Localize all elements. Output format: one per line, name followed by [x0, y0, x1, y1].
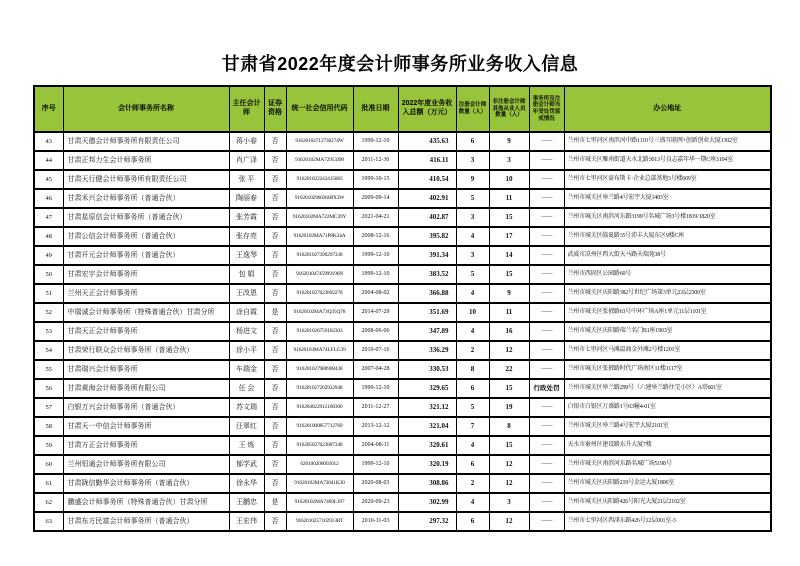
cell-addr: 白银市白银区万盛路1号03幢4-01室 [564, 398, 771, 417]
cell-seq: 49 [34, 246, 63, 265]
cell-sec: 是 [264, 493, 286, 512]
cell-cpa: 3 [456, 151, 489, 170]
cell-addr: 兰州市城关区雁南街道天水北路3013号良志嘉年华一期C座3104室 [564, 151, 771, 170]
cell-date: 2011-12-30 [353, 151, 398, 170]
cell-penalty: —— [529, 417, 564, 436]
cell-income: 410.54 [398, 170, 456, 189]
table-row [34, 398, 771, 417]
cell-code: 91620104745999196N [286, 265, 353, 284]
cell-name: 甘肃公信会计师事务所（普通合伙） [63, 227, 229, 246]
cell-code: 916205027623887348 [286, 436, 353, 455]
cell-sec: 否 [264, 322, 286, 341]
cell-code: 916201029603608X3W [286, 189, 353, 208]
cell-seq: 55 [34, 360, 63, 379]
table-row [34, 132, 771, 151]
cell-penalty: 行政处罚 [529, 379, 564, 398]
column-header-addr: 办公地址 [564, 86, 771, 132]
table-row [34, 455, 771, 474]
cell-penalty: —— [529, 341, 564, 360]
cell-chief: 汪翠红 [229, 417, 264, 436]
cell-staff: 11 [489, 189, 529, 208]
cell-penalty: —— [529, 170, 564, 189]
cell-date: 2008-06-06 [353, 322, 398, 341]
cell-chief: 徐永华 [229, 474, 264, 493]
cell-name: 甘肃禾兴会计师事务所（普通合伙） [63, 189, 229, 208]
cell-cpa: 10 [456, 303, 489, 322]
cell-seq: 56 [34, 379, 63, 398]
cell-chief: 王 炼 [229, 436, 264, 455]
cell-sec: 否 [264, 474, 286, 493]
cell-name: 甘肃荣行联众会计师事务所（普通合伙） [63, 341, 229, 360]
cell-date: 2020-09-23 [353, 493, 398, 512]
cell-sec: 否 [264, 227, 286, 246]
cell-staff: 12 [489, 341, 529, 360]
cell-addr: 兰州市城关区皋兰路4号宏宇大厦2101室 [564, 417, 771, 436]
table-row [34, 170, 771, 189]
table-row [34, 341, 771, 360]
cell-cpa: 5 [456, 189, 489, 208]
table-row [34, 493, 771, 512]
cell-addr: 兰州市七里河区马滩温商金外滩2号楼1201室 [564, 341, 771, 360]
cell-cpa: 3 [456, 246, 489, 265]
cell-cpa: 7 [456, 417, 489, 436]
cell-code: 916204022912168300 [286, 398, 353, 417]
column-header-chief: 主任会计师 [229, 86, 264, 132]
cell-chief: 张芳霞 [229, 208, 264, 227]
table-row [34, 360, 771, 379]
cell-cpa: 6 [456, 455, 489, 474]
cell-name: 甘肃瑞兴会计师事务所 [63, 360, 229, 379]
cell-staff: 12 [489, 455, 529, 474]
cell-income: 347.89 [398, 322, 456, 341]
cell-name: 甘肃方正会计师事务所 [63, 436, 229, 455]
cell-income: 330.53 [398, 360, 456, 379]
cell-sec: 否 [264, 512, 286, 531]
table-row [34, 436, 771, 455]
cell-date: 1999-12-10 [353, 265, 398, 284]
cell-penalty: —— [529, 265, 564, 284]
cell-chief: 任 会 [229, 379, 264, 398]
cell-name: 甘肃宏宇会计师事务所 [63, 265, 229, 284]
cell-sec: 否 [264, 151, 286, 170]
cell-code: 91620102MA73Q35Q78 [286, 303, 353, 322]
column-header-sec: 证券资格 [264, 86, 286, 132]
cell-staff: 10 [489, 170, 529, 189]
cell-date: 1999-12-10 [353, 455, 398, 474]
cell-penalty: —— [529, 227, 564, 246]
cell-chief: 苏文瑞 [229, 398, 264, 417]
cell-addr: 兰州市城关区南滨河东路3199号名城广场3号楼1819/1820室 [564, 208, 771, 227]
cell-cpa: 5 [456, 265, 489, 284]
cell-income: 320.19 [398, 455, 456, 474]
cell-addr: 天水市秦州区建设路东升大厦7楼 [564, 436, 771, 455]
cell-chief: 张存亮 [229, 227, 264, 246]
cell-cpa: 6 [456, 379, 489, 398]
cell-code: 916201027623892278 [286, 284, 353, 303]
cell-code: 916201000857712769 [286, 417, 353, 436]
cell-seq: 51 [34, 284, 63, 303]
cell-penalty: —— [529, 474, 564, 493]
cell-sec: 否 [264, 417, 286, 436]
cell-income: 402.91 [398, 189, 456, 208]
cell-staff: 12 [489, 512, 529, 531]
cell-income: 366.88 [398, 284, 456, 303]
cell-code: 916201026759162303 [286, 322, 353, 341]
cell-code: 91620102MA722MC39Y [286, 208, 353, 227]
cell-cpa: 4 [456, 436, 489, 455]
cell-sec: 否 [264, 341, 286, 360]
cell-name: 甘肃陇信勤华会计师事务所（普通合伙） [63, 474, 229, 493]
cell-addr: 兰州市七里河区南滨河中路1110号三盛互联网+创新创业大厦1302室 [564, 132, 771, 151]
cell-name: 甘肃开元会计师事务所（普通合伙） [63, 246, 229, 265]
cell-staff: 19 [489, 398, 529, 417]
cell-staff: 3 [489, 493, 529, 512]
cell-date: 2009-09-14 [353, 189, 398, 208]
cell-code: 916201027988908438 [286, 360, 353, 379]
cell-chief: 王逸琴 [229, 246, 264, 265]
cell-cpa: 2 [456, 341, 489, 360]
cell-date: 2013-12-12 [353, 417, 398, 436]
table-row [34, 246, 771, 265]
cell-sec: 否 [264, 398, 286, 417]
cell-chief: 包 娟 [229, 265, 264, 284]
cell-chief: 王改恩 [229, 284, 264, 303]
cell-seq: 43 [34, 132, 63, 151]
cell-sec: 否 [264, 132, 286, 151]
column-header-seq: 序号 [34, 86, 63, 132]
cell-staff: 15 [489, 379, 529, 398]
cell-sec: 否 [264, 170, 286, 189]
cell-seq: 63 [34, 512, 63, 531]
cell-penalty: —— [529, 398, 564, 417]
table-row [34, 417, 771, 436]
cell-seq: 52 [34, 303, 63, 322]
cell-code: 91620102712738274W [286, 132, 353, 151]
cell-code: 91620102MA7489L397 [286, 493, 353, 512]
cell-addr: 兰州市城关区庆阳路219号金运大厦1806室 [564, 474, 771, 493]
cell-addr: 兰州市城关区张掖路时代广场南区11楼1117室 [564, 360, 771, 379]
cell-seq: 54 [34, 341, 63, 360]
cell-income: 320.61 [398, 436, 456, 455]
cell-penalty: —— [529, 284, 564, 303]
cell-seq: 50 [34, 265, 63, 284]
cell-seq: 53 [34, 322, 63, 341]
cell-sec: 否 [264, 360, 286, 379]
cell-code: 916201027202932948 [286, 379, 353, 398]
cell-addr: 兰州市城关区临夏路35号沛丰大厦东区9楼C座 [564, 227, 771, 246]
cell-date: 2010-07-16 [353, 341, 398, 360]
cell-staff: 17 [489, 227, 529, 246]
cell-chief: 郁学武 [229, 455, 264, 474]
cell-chief: 王宏伟 [229, 512, 264, 531]
cell-staff: 14 [489, 246, 529, 265]
cell-sec: 否 [264, 455, 286, 474]
cell-name: 甘肃正邦力生会计师事务所 [63, 151, 229, 170]
cell-chief: 涂自霞 [229, 303, 264, 322]
page-title: 甘肃省2022年度会计师事务所业务收入信息 [221, 54, 579, 74]
cell-name: 兰州恒通会计师事务所有限公司 [63, 455, 229, 474]
cell-addr: 兰州市城关区庆阳路382号世纪广场第3单元23层2300室 [564, 284, 771, 303]
cell-cpa: 5 [456, 398, 489, 417]
cell-name: 甘肃天正会计师事务所 [63, 322, 229, 341]
cell-seq: 57 [34, 398, 63, 417]
cell-addr: 兰州市七里河区豪布斯卡·企业总部基地3号楼609室 [564, 170, 771, 189]
cell-code: 916201027390297338 [286, 246, 353, 265]
cell-addr: 兰州市城关区南滨河东路名城广场5198号 [564, 455, 771, 474]
cell-sec: 否 [264, 379, 286, 398]
cell-staff: 22 [489, 360, 529, 379]
table-row [34, 474, 771, 493]
column-header-penalty: 事务所及注册会计师当年受处罚惩戒情况 [529, 86, 564, 132]
cell-date: 2020-08-03 [353, 474, 398, 493]
column-header-cpa: 注册会计师数量（人） [456, 86, 489, 132]
cell-name: 甘肃天行健会计师事务所有限责任公司 [63, 170, 229, 189]
cell-staff: 3 [489, 151, 529, 170]
cell-sec: 否 [264, 284, 286, 303]
cell-name: 甘肃天德会计师事务所有限责任公司 [63, 132, 229, 151]
cell-name: 兰州天正会计师事务所 [63, 284, 229, 303]
cell-addr: 兰州市城关区皋兰路4号宏宇大厦1403室 [564, 189, 771, 208]
cell-date: 2004-08-11 [353, 436, 398, 455]
cell-seq: 60 [34, 455, 63, 474]
cell-chief: 陶丽春 [229, 189, 264, 208]
cell-staff: 15 [489, 265, 529, 284]
cell-date: 1999-12-10 [353, 379, 398, 398]
cell-penalty: —— [529, 151, 564, 170]
cell-name: 中瑞诚会计师事务所（特殊普通合伙）甘肃分所 [63, 303, 229, 322]
cell-cpa: 3 [456, 208, 489, 227]
cell-date: 2008-12-16 [353, 227, 398, 246]
cell-cpa: 6 [456, 132, 489, 151]
cell-seq: 61 [34, 474, 63, 493]
cell-chief: 王鹏忠 [229, 493, 264, 512]
cell-code: 91620103MA74LFLG39 [286, 341, 353, 360]
cell-addr: 兰州市城关区庆阳路426号阳光大厦21层2102室 [564, 493, 771, 512]
cell-date: 1999-12-10 [353, 246, 398, 265]
cell-cpa: 4 [456, 493, 489, 512]
cell-penalty: —— [529, 512, 564, 531]
income-table [33, 85, 772, 532]
cell-income: 308.86 [398, 474, 456, 493]
cell-income: 395.82 [398, 227, 456, 246]
cell-cpa: 2 [456, 474, 489, 493]
cell-penalty: —— [529, 360, 564, 379]
cell-staff: 15 [489, 208, 529, 227]
table-row [34, 151, 771, 170]
cell-date: 2011-12-27 [353, 398, 398, 417]
cell-income: 336.29 [398, 341, 456, 360]
cell-penalty: —— [529, 322, 564, 341]
cell-seq: 58 [34, 417, 63, 436]
cell-penalty: —— [529, 208, 564, 227]
cell-staff: 16 [489, 322, 529, 341]
cell-seq: 46 [34, 189, 63, 208]
cell-code: 91620102MA73041K30 [286, 474, 353, 493]
cell-code: 91620102MA72953J98 [286, 151, 353, 170]
column-header-date: 批准日期 [353, 86, 398, 132]
cell-addr: 兰州市城关区庆阳路瑞兰名门B1座1903室 [564, 322, 771, 341]
cell-penalty: —— [529, 303, 564, 322]
table-row [34, 322, 771, 341]
cell-income: 416.11 [398, 151, 456, 170]
cell-addr: 兰州市城关区张掖路63号中环广场A座1单元11层1101室 [564, 303, 771, 322]
cell-seq: 45 [34, 170, 63, 189]
cell-addr: 武威市凉州区西大街天马路天瑞苑38号 [564, 246, 771, 265]
cell-code: 91620102MA71P8K34A [286, 227, 353, 246]
cell-code: 916201022243415083 [286, 170, 353, 189]
cell-seq: 62 [34, 493, 63, 512]
cell-cpa: 4 [456, 284, 489, 303]
cell-staff: 8 [489, 417, 529, 436]
cell-income: 391.34 [398, 246, 456, 265]
cell-income: 302.99 [398, 493, 456, 512]
cell-cpa: 4 [456, 227, 489, 246]
cell-date: 2007-04-28 [353, 360, 398, 379]
cell-name: 甘肃星原信会计师事务所（普通合伙） [63, 208, 229, 227]
cell-date: 2010-11-03 [353, 512, 398, 531]
cell-cpa: 4 [456, 322, 489, 341]
cell-penalty: —— [529, 189, 564, 208]
table-body [34, 132, 771, 531]
cell-code: 620100200003012 [286, 455, 353, 474]
cell-seq: 47 [34, 208, 63, 227]
column-header-staff: 非注册会计师其他从业人员数量（人） [489, 86, 529, 132]
cell-cpa: 9 [456, 170, 489, 189]
column-header-name: 会计师事务所名称 [63, 86, 229, 132]
cell-penalty: —— [529, 455, 564, 474]
cell-addr: 兰州市城关区皋兰路299号（六建皋兰路住宅小区）A塔601室 [564, 379, 771, 398]
cell-code: 9162010257102913RT [286, 512, 353, 531]
cell-date: 1999-10-15 [353, 170, 398, 189]
cell-date: 2004-08-02 [353, 284, 398, 303]
cell-staff: 11 [489, 303, 529, 322]
table-row [34, 284, 771, 303]
cell-sec: 否 [264, 189, 286, 208]
cell-staff: 9 [489, 284, 529, 303]
cell-income: 402.87 [398, 208, 456, 227]
column-header-code: 统一社会信用代码 [286, 86, 353, 132]
cell-cpa: 8 [456, 360, 489, 379]
cell-penalty: —— [529, 246, 564, 265]
cell-staff: 12 [489, 474, 529, 493]
header-row [34, 86, 771, 132]
cell-penalty: —— [529, 132, 564, 151]
cell-date: 2021-04-21 [353, 208, 398, 227]
cell-income: 297.32 [398, 512, 456, 531]
cell-chief: 徐小平 [229, 341, 264, 360]
table-header [34, 86, 771, 132]
cell-addr: 兰州市西固区公园路60号 [564, 265, 771, 284]
cell-penalty: —— [529, 436, 564, 455]
cell-sec: 否 [264, 436, 286, 455]
cell-income: 321.12 [398, 398, 456, 417]
cell-chief: 车瑞金 [229, 360, 264, 379]
table-row [34, 303, 771, 322]
cell-chief: 杨进文 [229, 322, 264, 341]
cell-seq: 48 [34, 227, 63, 246]
cell-income: 435.63 [398, 132, 456, 151]
table-row [34, 189, 771, 208]
cell-name: 甘肃天一中信会计师事务所 [63, 417, 229, 436]
cell-penalty: —— [529, 493, 564, 512]
cell-name: 甘肃黄海会计师事务所有限公司 [63, 379, 229, 398]
cell-income: 351.69 [398, 303, 456, 322]
cell-seq: 44 [34, 151, 63, 170]
cell-income: 383.52 [398, 265, 456, 284]
cell-sec: 是 [264, 303, 286, 322]
table-row [34, 379, 771, 398]
cell-date: 1999-12-10 [353, 132, 398, 151]
cell-sec: 否 [264, 265, 286, 284]
cell-name: 白银万兴会计师事务所（普通合伙） [63, 398, 229, 417]
cell-cpa: 6 [456, 512, 489, 531]
table-row [34, 265, 771, 284]
cell-sec: 否 [264, 246, 286, 265]
table-row [34, 227, 771, 246]
cell-income: 329.65 [398, 379, 456, 398]
cell-sec: 否 [264, 208, 286, 227]
table-row [34, 512, 771, 531]
cell-name: 甘肃东方民富会计师事务所（普通合伙） [63, 512, 229, 531]
column-header-income: 2022年度业务收入总额（万元） [398, 86, 456, 132]
cell-staff: 9 [489, 132, 529, 151]
cell-date: 2014-07-29 [353, 303, 398, 322]
cell-income: 321.04 [398, 417, 456, 436]
cell-seq: 59 [34, 436, 63, 455]
cell-chief: 蒋小春 [229, 132, 264, 151]
cell-name: 鹏盛会计师事务所（特殊普通合伙）甘肃分所 [63, 493, 229, 512]
cell-chief: 张 平 [229, 170, 264, 189]
table-row [34, 208, 771, 227]
cell-chief: 肖广泽 [229, 151, 264, 170]
cell-addr: 兰州市七里河区西津东路426号12层001室-3 [564, 512, 771, 531]
cell-staff: 15 [489, 436, 529, 455]
